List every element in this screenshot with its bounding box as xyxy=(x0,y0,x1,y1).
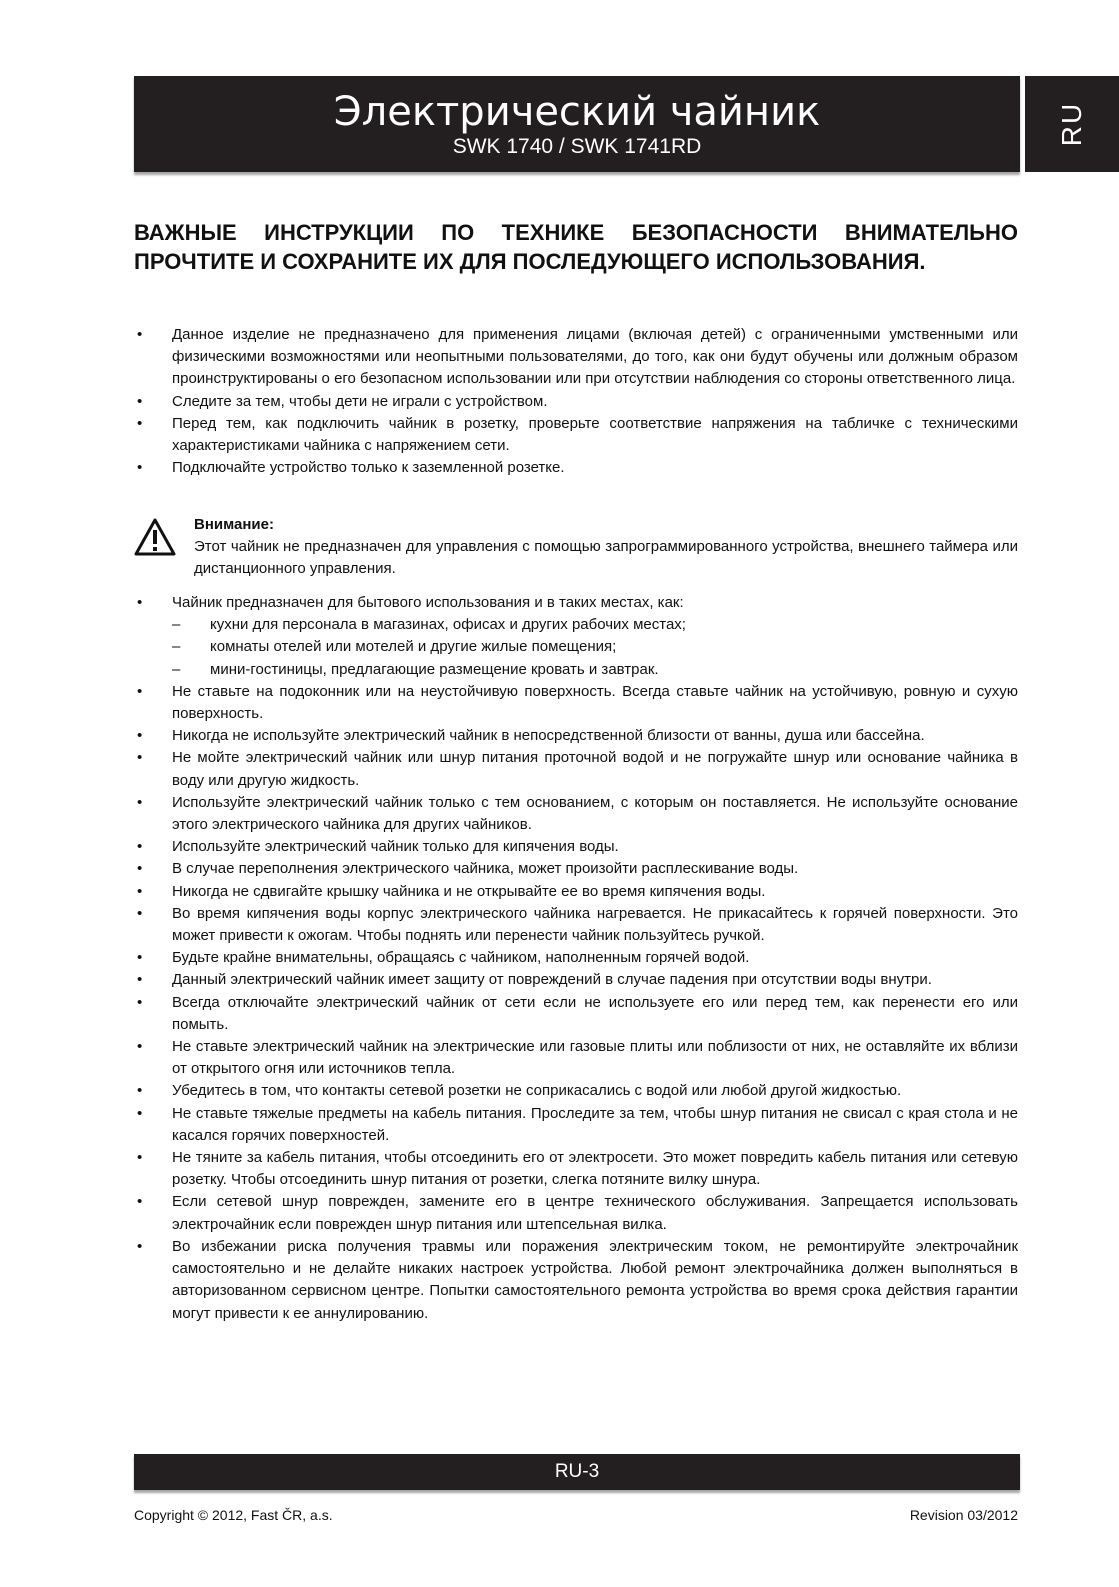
warning-box xyxy=(134,512,1018,582)
model-numbers: SWK 1740 / SWK 1741RD xyxy=(452,135,702,158)
list-item: • В случае переполнения электрического чайника, может произойти расплескивание воды. xyxy=(134,858,1018,880)
safety-list-1 xyxy=(134,324,1018,479)
language-label: RU xyxy=(1056,101,1087,147)
list-item: • Не тяните за кабель питания, чтобы отсоединить его от электросети. Это может повредить кабель питания или сетевую розетку. Чтобы отсоединить шнур питания от розетки, слегка потяните вилку шнура. xyxy=(134,1147,1018,1191)
list-item: • Перед тем, как подключить чайник в розетку, проверьте соответствие напряжения на табличке с техническими характеристиками чайника с напряжением сети. xyxy=(134,413,1018,457)
list-item: • Чайник предназначен для бытового использования и в таких местах, как: xyxy=(134,592,1018,614)
safety-heading: ВАЖНЫЕ ИНСТРУКЦИИ ПО ТЕХНИКЕ БЕЗОПАСНОСТИ ВНИМАТЕЛЬНО ПРОЧТИТЕ И СОХРАНИТЕ ИХ ДЛЯ ПОСЛЕДУЮЩЕГО ИСПОЛЬЗОВАНИЯ. xyxy=(134,220,1018,274)
list-item: • Используйте электрический чайник только для кипячения воды. xyxy=(134,836,1018,858)
list-item: • Не ставьте электрический чайник на электрические или газовые плиты или поблизости от них, не оставляйте их вблизи от открытого огня или источников тепла. xyxy=(134,1036,1018,1080)
revision-text: Revision 03/2012 xyxy=(909,1507,1018,1523)
list-item: • Не ставьте на подоконник или на неустойчивую поверхность. Всегда ставьте чайник на устойчивую, ровную и сухую поверхность. xyxy=(134,681,1018,725)
list-item: • Будьте крайне внимательны, обращаясь с чайником, наполненным горячей водой. xyxy=(134,947,1018,969)
list-item: • Убедитесь в том, что контакты сетевой розетки не соприкасались с водой или любой другой жидкостью. xyxy=(134,1080,1018,1102)
list-item: • Никогда не используйте электрический чайник в непосредственной близости от ванны, душа или бассейна. xyxy=(134,725,1018,747)
warning-text: Этот чайник не предназначен для управления с помощью запрограммированного устройства, внешнего таймера или дистанционного управления. xyxy=(194,538,1018,578)
warning-triangle-icon xyxy=(134,518,176,556)
list-item: • Никогда не сдвигайте крышку чайника и не открывайте ее во время кипячения воды. xyxy=(134,881,1018,903)
copyright-text: Copyright © 2012, Fast ČR, a.s. xyxy=(134,1507,333,1523)
list-item: • Данный электрический чайник имеет защиту от повреждений в случае падения при отсутствии воды внутри. xyxy=(134,969,1018,991)
list-item: • Подключайте устройство только к заземленной розетке. xyxy=(134,457,1018,479)
safety-list-2 xyxy=(134,592,1018,1325)
header-bar xyxy=(134,76,1020,172)
language-tab xyxy=(1025,76,1119,172)
list-item: • Данное изделие не предназначено для применения лицами (включая детей) с ограниченными умственными или физическими возможностями или неопытными пользователями, до того, как они будут обучены или должным образом проинструктированы о его безопасном использовании или при отсутствии наблюдения со стороны ответственного лица. xyxy=(134,324,1018,391)
list-item: • Используйте электрический чайник только с тем основанием, с которым он поставляется. Не используйте основание этого электрического чайника для других чайников. xyxy=(134,792,1018,836)
list-subitem: – кухни для персонала в магазинах, офисах и других рабочих местах; xyxy=(134,614,1018,636)
list-item: • Во избежании риска получения травмы или поражения электрическим током, не ремонтируйте электрочайник самостоятельно и не делайте никаких настроек устройства. Любой ремонт электрочайника должен выполняться в авторизованном сервисном центре. Попытки самостоятельного ремонта устройства во время срока действия гарантии могут привести к ее аннулированию. xyxy=(134,1236,1018,1325)
list-item: • Следите за тем, чтобы дети не играли с устройством. xyxy=(134,391,1018,413)
list-item: • Во время кипячения воды корпус электрического чайника нагревается. Не прикасайтесь к горячей поверхности. Это может привести к ожогам. Чтобы поднять или перенести чайник пользуйтесь ручкой. xyxy=(134,903,1018,947)
warning-title: Внимание: xyxy=(194,516,274,533)
page-number: RU-3 xyxy=(554,1461,600,1482)
list-subitem: – мини-гостиницы, предлагающие размещение кровать и завтрак. xyxy=(134,659,1018,681)
list-item: • Не мойте электрический чайник или шнур питания проточной водой и не погружайте шнур или основание чайника в воду или другую жидкость. xyxy=(134,747,1018,791)
list-item: • Всегда отключайте электрический чайник от сети если не используете его или перед тем, как перенести его или помыть. xyxy=(134,992,1018,1036)
list-item: • Не ставьте тяжелые предметы на кабель питания. Проследите за тем, чтобы шнур питания не свисал с края стола и не касался горячих поверхностей. xyxy=(134,1103,1018,1147)
list-item: • Если сетевой шнур поврежден, замените его в центре технического обслуживания. Запрещается использовать электрочайник если поврежден шнур питания или штепсельная вилка. xyxy=(134,1191,1018,1235)
page-number-bar xyxy=(134,1454,1020,1490)
document-title: Электрический чайник xyxy=(333,89,821,135)
list-subitem: – комнаты отелей или мотелей и другие жилые помещения; xyxy=(134,636,1018,658)
